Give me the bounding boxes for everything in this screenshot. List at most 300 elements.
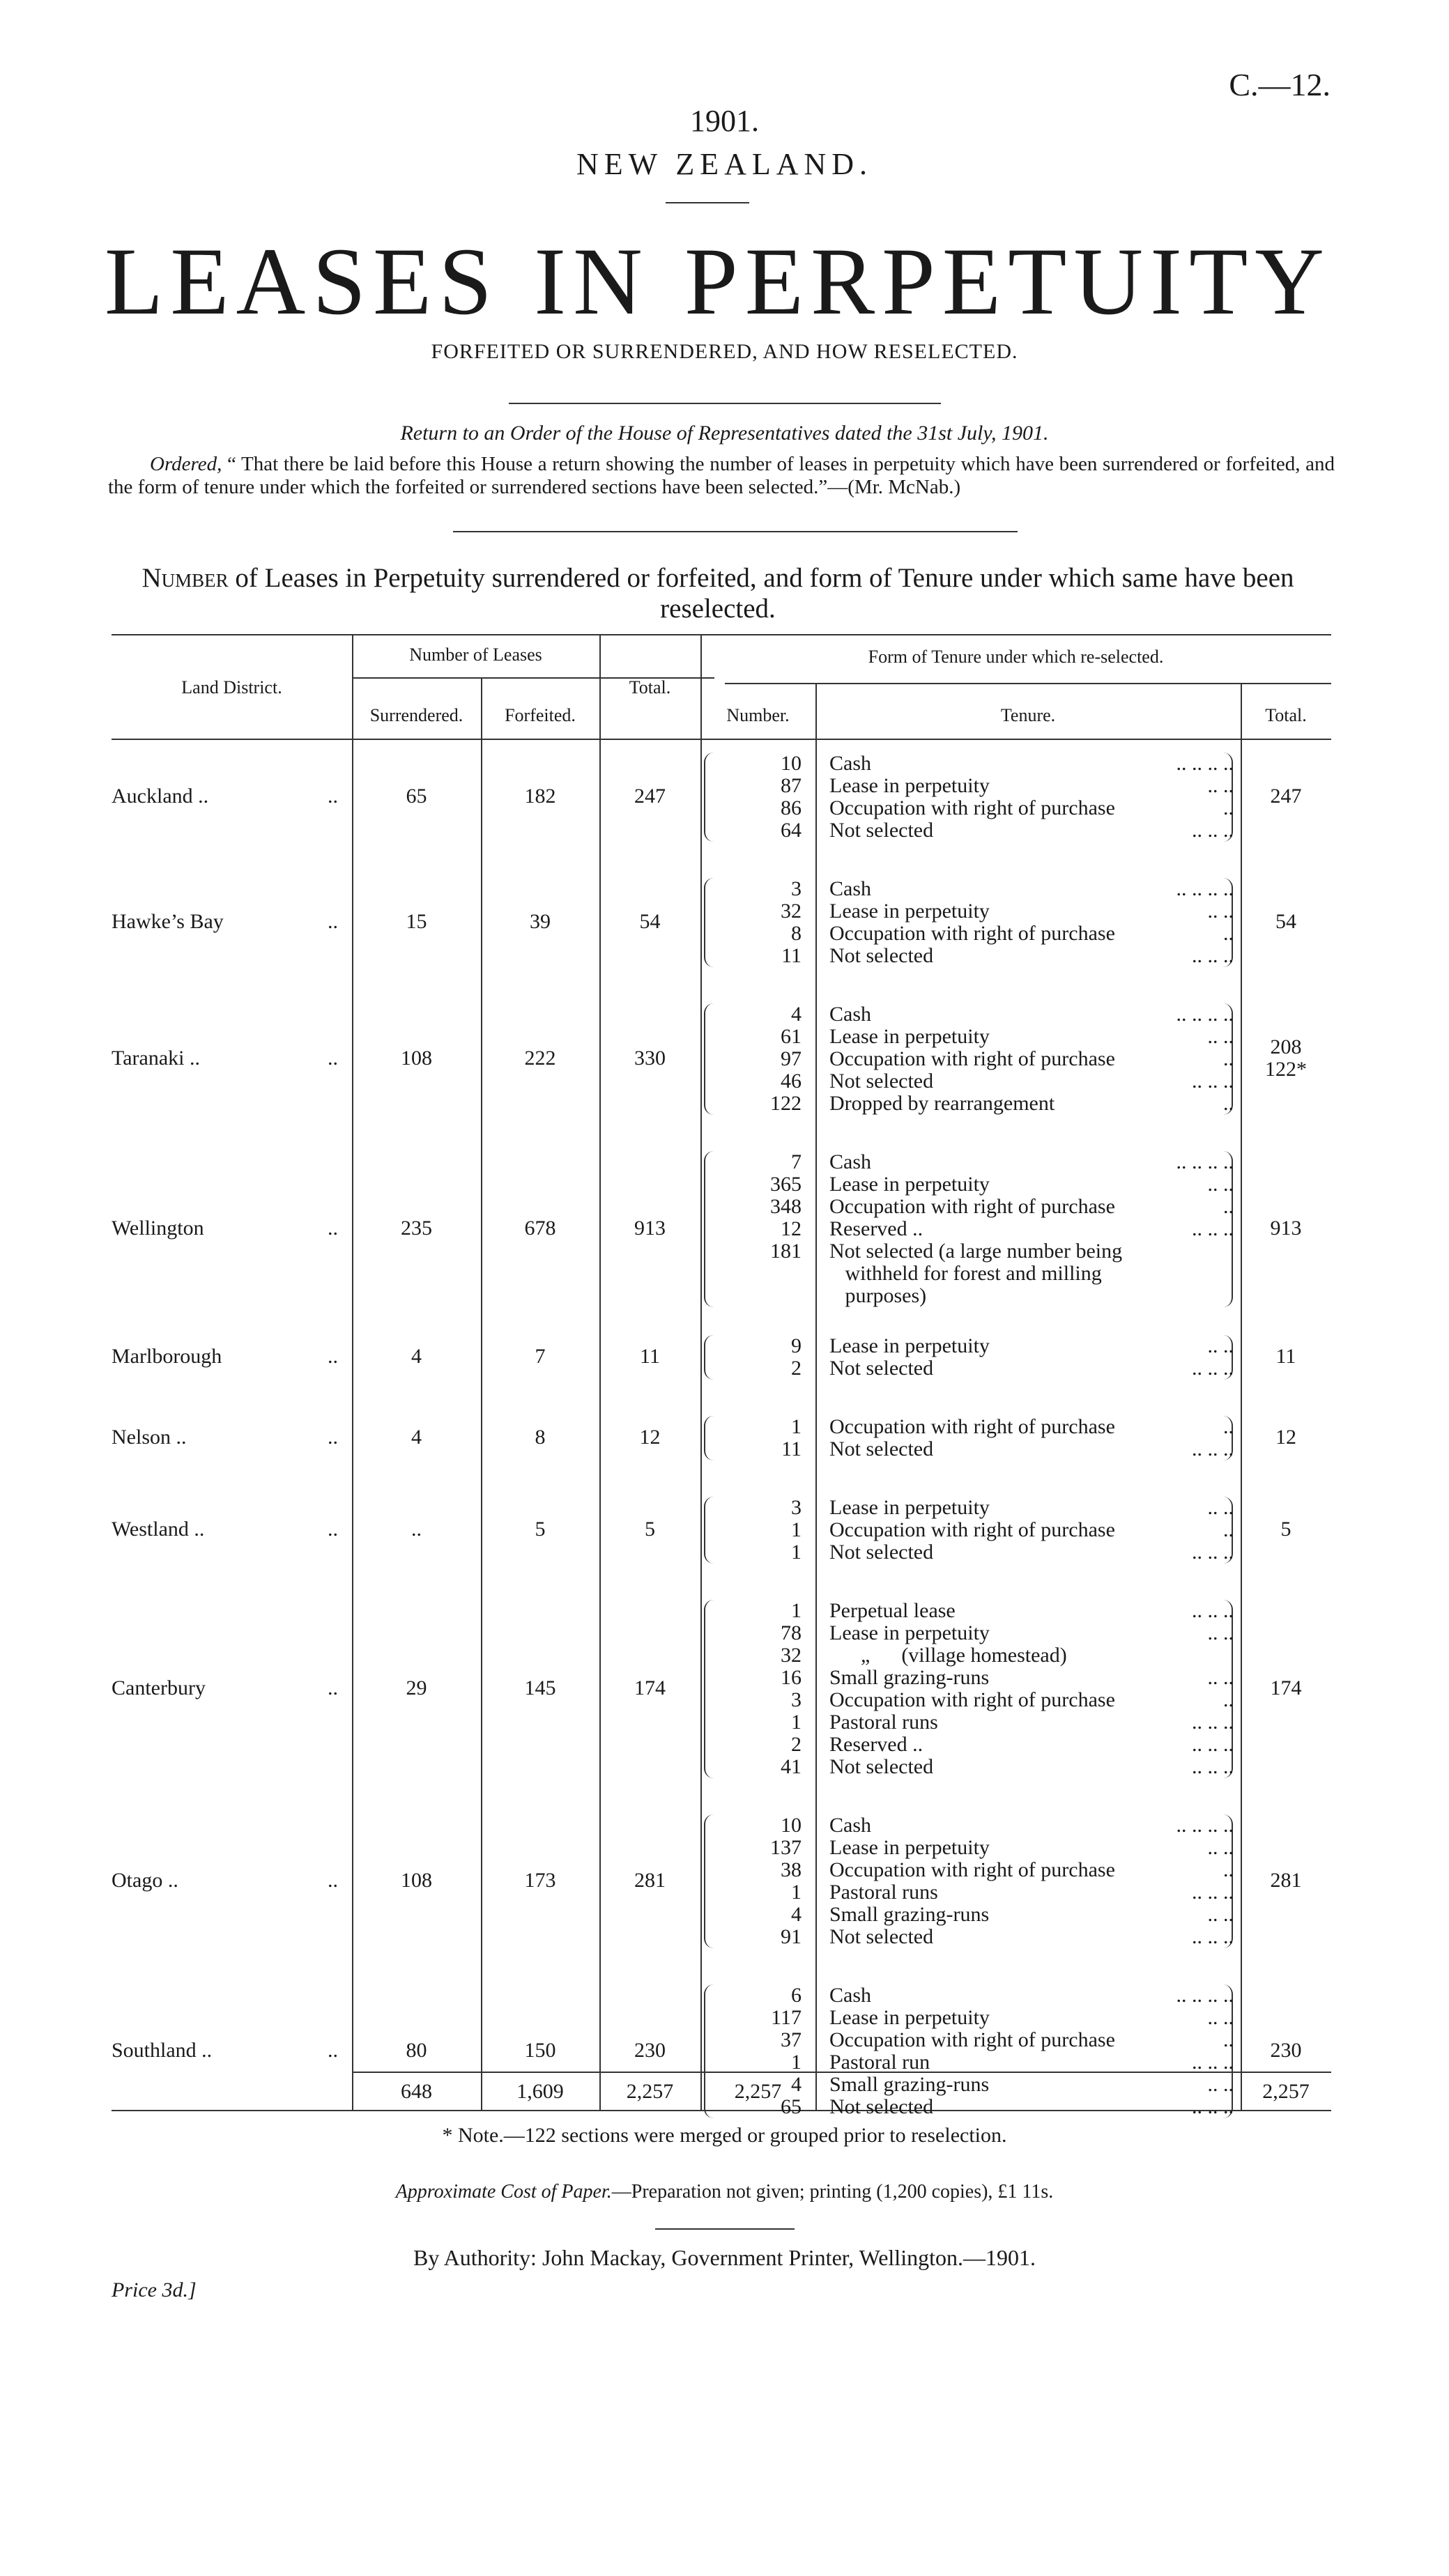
- tenure-row: [829, 1837, 1234, 1859]
- tenure-type: Occupation with right of purchase: [829, 1688, 1115, 1711]
- tenure-list: [829, 1984, 1234, 2118]
- tenure-number: 137: [770, 1836, 802, 1859]
- total-number: 2,257: [734, 2080, 782, 2103]
- tenure-number: 32: [781, 1644, 802, 1667]
- tenure-type: Reserved ..: [829, 1217, 923, 1240]
- tenure-row: [829, 1003, 1234, 1026]
- tenure-type: Not selected: [829, 1357, 934, 1380]
- tenure-type: Lease in perpetuity: [829, 774, 990, 797]
- leader-dots: ..: [328, 1426, 338, 1449]
- tenure-number: 4: [791, 2073, 802, 2096]
- left-brace: [704, 1003, 714, 1115]
- tenure-number: 16: [781, 1666, 802, 1689]
- tenure-row: [829, 1926, 1234, 1948]
- caption-rest: of Leases in Perpetuity surrendered or forfeited, and form of Tenure under which same have been reselected.: [235, 563, 1294, 624]
- tenure-number: 1: [791, 1541, 802, 1564]
- left-brace: [704, 1416, 714, 1460]
- tenure-row: [829, 1667, 1234, 1689]
- forfeited-count: 145: [524, 1676, 556, 1699]
- land-district: Marlborough: [112, 1345, 222, 1368]
- tenure-type: Lease in perpetuity: [829, 1173, 990, 1196]
- divider: [666, 202, 749, 203]
- tenure-row: [829, 1218, 1234, 1240]
- tenure-row: [829, 1541, 1234, 1564]
- leader-dots: ..: [328, 1518, 338, 1541]
- tenure-numbers: [725, 1335, 802, 1380]
- leader-dots: .. .. ..: [1192, 1711, 1234, 1734]
- paper-reference: C.—12.: [1229, 67, 1331, 102]
- leader-dots: .. .. ..: [1192, 1881, 1234, 1904]
- tenure-row: [829, 1711, 1234, 1734]
- tenure-numbers: [725, 753, 802, 842]
- year: 1901.: [690, 104, 759, 138]
- tenure-number: 181: [770, 1240, 802, 1263]
- tenure-row: [829, 2074, 1234, 2096]
- left-brace: [704, 1600, 714, 1778]
- leader-dots: .. .. .. ..: [1176, 877, 1234, 900]
- tenure-row: [829, 2096, 1234, 2118]
- tenure-type: purposes): [829, 1284, 927, 1307]
- land-district: Southland ..: [112, 2039, 213, 2062]
- left-brace: [704, 1814, 714, 1948]
- tenure-row: [829, 1734, 1234, 1756]
- tenure-row: [829, 1519, 1234, 1541]
- surrendered-count: 235: [401, 1217, 432, 1240]
- tenure-type: Not selected: [829, 1437, 934, 1460]
- tenure-row: [829, 1070, 1234, 1093]
- divider: [453, 531, 1018, 532]
- tenure-total: 247: [1270, 785, 1302, 808]
- forfeited-count: 7: [535, 1345, 546, 1368]
- footnote: * Note.—122 sections were merged or grouped prior to reselection.: [442, 2124, 1007, 2147]
- tenure-numbers: [725, 878, 802, 967]
- tenure-total: 913: [1270, 1217, 1302, 1240]
- left-brace: [704, 1497, 714, 1564]
- tenure-type: Pastoral runs: [829, 1711, 938, 1734]
- surrendered-count: ..: [411, 1518, 422, 1541]
- forfeited-count: 222: [524, 1047, 556, 1070]
- leader-dots: .. ..: [1207, 2073, 1234, 2096]
- leader-dots: .. .. .. ..: [1176, 1003, 1234, 1026]
- header-land-district: Land District.: [181, 677, 282, 697]
- tenure-row: [829, 900, 1234, 923]
- leader-dots: .. .. .. ..: [1176, 1814, 1234, 1837]
- tenure-numbers: [725, 1003, 802, 1115]
- tenure-type: Pastoral runs: [829, 1881, 938, 1904]
- tenure-type: Occupation with right of purchase: [829, 1047, 1115, 1070]
- leader-dots: .. .. ..: [1192, 1217, 1234, 1240]
- total-forfeited: 1,609: [516, 2080, 564, 2103]
- forfeited-count: 150: [524, 2039, 556, 2062]
- tenure-total: 208: [1270, 1035, 1302, 1058]
- tenure-total: 122*: [1265, 1058, 1307, 1081]
- forfeited-count: 8: [535, 1426, 546, 1449]
- tenure-type: Not selected: [829, 1070, 934, 1093]
- caption-first-word: Number: [141, 563, 229, 593]
- land-district: Westland ..: [112, 1518, 205, 1541]
- tenure-row: [829, 1756, 1234, 1778]
- land-district: Hawke’s Bay: [112, 910, 224, 933]
- leader-dots: .. .. ..: [1192, 1733, 1234, 1756]
- tenure-list: [829, 1497, 1234, 1564]
- leader-dots: .. .. ..: [1192, 1437, 1234, 1460]
- land-district: Canterbury: [112, 1676, 206, 1699]
- tenure-number: 87: [781, 774, 802, 797]
- leader-dots: ..: [328, 910, 338, 933]
- tenure-type: withheld for forest and milling: [829, 1262, 1102, 1285]
- tenure-number: [725, 1263, 802, 1285]
- tenure-numbers: [725, 1814, 802, 1948]
- header-total: Total.: [629, 677, 671, 697]
- leader-dots: .. ..: [1207, 1025, 1234, 1048]
- tenure-number: 348: [770, 1195, 802, 1218]
- tenure-number: 1: [791, 1881, 802, 1904]
- leader-dots: .. ..: [1207, 900, 1234, 923]
- leader-dots: .. ..: [1207, 1496, 1234, 1519]
- tenure-row: [829, 878, 1234, 900]
- tenure-type: Lease in perpetuity: [829, 1621, 990, 1644]
- tenure-row: [829, 1497, 1234, 1519]
- leader-dots: .. ..: [1207, 1173, 1234, 1196]
- leader-dots: ..: [328, 2039, 338, 2062]
- tenure-row: [829, 1689, 1234, 1711]
- leader-dots: .. ..: [1207, 1334, 1234, 1357]
- leader-dots: .. .. ..: [1192, 819, 1234, 842]
- table-rule: [112, 634, 1331, 635]
- leader-dots: .. .. ..: [1192, 1070, 1234, 1093]
- col-rule: [700, 634, 702, 2110]
- title-word: PERPETUITY: [684, 228, 1331, 334]
- tenure-row: [829, 1814, 1234, 1837]
- tenure-type: Dropped by rearrangement: [829, 1092, 1055, 1115]
- tenure-number: 86: [781, 796, 802, 819]
- tenure-type: Lease in perpetuity: [829, 1496, 990, 1519]
- tenure-list: [829, 1814, 1234, 1948]
- tenure-type: „ (village homestead): [829, 1644, 1067, 1667]
- tenure-row: [829, 2029, 1234, 2051]
- tenure-number: 2: [791, 1357, 802, 1380]
- tenure-row: [829, 1904, 1234, 1926]
- left-brace: [704, 1151, 714, 1307]
- tenure-type: Lease in perpetuity: [829, 900, 990, 923]
- tenure-number: 122: [770, 1092, 802, 1115]
- tenure-row: [829, 1285, 1234, 1307]
- tenure-row: [829, 2007, 1234, 2029]
- tenure-type: Cash: [829, 1150, 871, 1173]
- header-number: Number.: [726, 705, 790, 725]
- tenure-number: 1: [791, 1415, 802, 1438]
- tenure-type: Not selected: [829, 1541, 934, 1564]
- left-brace: [704, 1335, 714, 1380]
- header-tenure: Tenure.: [1000, 705, 1056, 725]
- total-count: 11: [640, 1345, 660, 1368]
- authority-line: By Authority: John Mackay, Government Printer, Wellington.—1901.: [413, 2245, 1036, 2270]
- leader-dots: ..: [328, 1047, 338, 1070]
- surrendered-count: 29: [406, 1676, 427, 1699]
- header-total-2: Total.: [1265, 705, 1307, 725]
- tenure-number: 4: [791, 1003, 802, 1026]
- tenure-number: 8: [791, 922, 802, 945]
- tenure-number: 38: [781, 1858, 802, 1881]
- tenure-row: [829, 1151, 1234, 1173]
- total-count: 247: [634, 785, 666, 808]
- total-count: 5: [645, 1518, 655, 1541]
- tenure-row: [829, 1416, 1234, 1438]
- tenure-type: Occupation with right of purchase: [829, 2028, 1115, 2051]
- tenure-list: [829, 1335, 1234, 1380]
- tenure-type: Not selected (a large number being: [829, 1240, 1123, 1263]
- tenure-total: 54: [1275, 910, 1296, 933]
- tenure-row: [829, 923, 1234, 945]
- land-district: Taranaki ..: [112, 1047, 201, 1070]
- leader-dots: ..: [1223, 2028, 1234, 2051]
- tenure-numbers: [725, 1416, 802, 1460]
- total-count: 174: [634, 1676, 666, 1699]
- tenure-type: Not selected: [829, 1755, 934, 1778]
- tenure-type: Lease in perpetuity: [829, 1334, 990, 1357]
- divider: [509, 403, 941, 404]
- tenure-number: 1: [791, 1711, 802, 1734]
- leader-dots: .. .. ..: [1192, 1357, 1234, 1380]
- tenure-number: 4: [791, 1903, 802, 1926]
- header-form-of-tenure: Form of Tenure under which re-selected.: [868, 647, 1164, 667]
- leader-dots: ..: [328, 1217, 338, 1240]
- leader-dots: ..: [1223, 1092, 1234, 1115]
- tenure-number: 2: [791, 1733, 802, 1756]
- tenure-number: 65: [781, 2095, 802, 2118]
- leader-dots: ..: [1223, 922, 1234, 945]
- header-surrendered: Surrendered.: [369, 705, 463, 725]
- ordered-label: Ordered,: [150, 453, 222, 475]
- total-surrendered: 648: [401, 2080, 432, 2103]
- leader-dots: .. ..: [1207, 1666, 1234, 1689]
- tenure-type: Perpetual lease: [829, 1599, 956, 1622]
- tenure-row: [829, 797, 1234, 819]
- surrendered-count: 80: [406, 2039, 427, 2062]
- land-district: Otago ..: [112, 1869, 178, 1892]
- forfeited-count: 182: [524, 785, 556, 808]
- tenure-number: 91: [781, 1925, 802, 1948]
- tenure-list: [829, 753, 1234, 842]
- left-brace: [704, 753, 714, 842]
- leader-dots: .. ..: [1207, 1621, 1234, 1644]
- leader-dots: ..: [1223, 1518, 1234, 1541]
- leader-dots: ..: [1223, 1047, 1234, 1070]
- tenure-number: 97: [781, 1047, 802, 1070]
- land-district: Wellington: [112, 1217, 204, 1240]
- leader-dots: ..: [328, 785, 338, 808]
- col-rule: [815, 683, 817, 2110]
- cost-text: —Preparation not given; printing (1,200 copies), £1 11s.: [611, 2181, 1054, 2203]
- tenure-row: [829, 1263, 1234, 1285]
- leader-dots: ..: [1223, 1195, 1234, 1218]
- price: Price 3d.]: [112, 2278, 197, 2301]
- leader-dots: .. .. ..: [1192, 2095, 1234, 2118]
- tenure-row: [829, 753, 1234, 775]
- leader-dots: ..: [328, 1676, 338, 1699]
- subtitle: FORFEITED OR SURRENDERED, AND HOW RESELECTED.: [431, 340, 1018, 363]
- total-count: 281: [634, 1869, 666, 1892]
- tenure-number: 11: [781, 944, 802, 967]
- table-rule: [112, 739, 1331, 740]
- tenure-total: 12: [1275, 1426, 1296, 1449]
- tenure-number: 32: [781, 900, 802, 923]
- surrendered-count: 4: [411, 1345, 422, 1368]
- tenure-numbers: [725, 1151, 802, 1307]
- tenure-type: Not selected: [829, 1925, 934, 1948]
- tenure-row: [829, 1644, 1234, 1667]
- tenure-row: [829, 1048, 1234, 1070]
- land-district: Auckland ..: [112, 785, 209, 808]
- forfeited-count: 39: [530, 910, 551, 933]
- leader-dots: .. .. ..: [1192, 1755, 1234, 1778]
- cost-line: [0, 2181, 1449, 2203]
- tenure-row: [829, 819, 1234, 842]
- leader-dots: ..: [1223, 1688, 1234, 1711]
- tenure-row: [829, 1093, 1234, 1115]
- tenure-number: 1: [791, 1599, 802, 1622]
- tenure-number: 6: [791, 1984, 802, 2007]
- forfeited-count: 678: [524, 1217, 556, 1240]
- col-rule: [481, 677, 482, 2110]
- tenure-total: 11: [1275, 1345, 1296, 1368]
- left-brace: [704, 878, 714, 967]
- tenure-row: [829, 1881, 1234, 1904]
- tenure-type: Small grazing-runs: [829, 1903, 990, 1926]
- tenure-number: 37: [781, 2028, 802, 2051]
- tenure-type: Cash: [829, 1003, 871, 1026]
- tenure-number: 3: [791, 1496, 802, 1519]
- leader-dots: .. .. ..: [1192, 1925, 1234, 1948]
- tenure-number: 41: [781, 1755, 802, 1778]
- order-text: [108, 453, 1335, 499]
- page-title: [105, 228, 1331, 334]
- divider: [655, 2228, 795, 2230]
- leader-dots: .. ..: [1207, 2006, 1234, 2029]
- tenure-type: Not selected: [829, 2095, 934, 2118]
- leader-dots: .. .. .. ..: [1176, 1984, 1234, 2007]
- leader-dots: .. .. ..: [1192, 1599, 1234, 1622]
- tenure-type: Small grazing-runs: [829, 2073, 990, 2096]
- tenure-list: [829, 1003, 1234, 1115]
- tenure-row: [829, 1600, 1234, 1622]
- country: NEW ZEALAND.: [576, 147, 873, 181]
- tenure-number: 9: [791, 1334, 802, 1357]
- surrendered-count: 108: [401, 1047, 432, 1070]
- title-word: LEASES: [105, 228, 500, 334]
- surrendered-count: 108: [401, 1869, 432, 1892]
- tenure-number: 12: [781, 1217, 802, 1240]
- tenure-total: 5: [1280, 1518, 1291, 1541]
- tenure-total: 230: [1270, 2039, 1302, 2062]
- total-total-2: 2,257: [1262, 2080, 1310, 2103]
- total-total: 2,257: [626, 2080, 674, 2103]
- leader-dots: .. .. ..: [1192, 2051, 1234, 2074]
- tenure-row: [829, 1240, 1234, 1263]
- ordered-body: “ That there be laid before this House a return showing the number of leases in perpetuity which have been surrendered or forfeited, and the form of tenure under which the forfeited or surrendered sections have been selected.”—(Mr. McNab.): [108, 453, 1335, 498]
- leader-dots: .. ..: [1207, 774, 1234, 797]
- tenure-numbers: [725, 1600, 802, 1778]
- tenure-number: 365: [770, 1173, 802, 1196]
- tenure-number: 11: [781, 1437, 802, 1460]
- leader-dots: .. .. ..: [1192, 1541, 1234, 1564]
- leases-table: [112, 634, 1331, 2118]
- tenure-number: 78: [781, 1621, 802, 1644]
- leader-dots: ..: [328, 1345, 338, 1368]
- tenure-type: Occupation with right of purchase: [829, 1518, 1115, 1541]
- tenure-number: 64: [781, 819, 802, 842]
- forfeited-count: 5: [535, 1518, 546, 1541]
- tenure-type: Occupation with right of purchase: [829, 922, 1115, 945]
- leader-dots: .. .. ..: [1192, 944, 1234, 967]
- forfeited-count: 173: [524, 1869, 556, 1892]
- tenure-type: Cash: [829, 1984, 871, 2007]
- total-count: 12: [639, 1426, 661, 1449]
- tenure-type: Reserved ..: [829, 1733, 923, 1756]
- tenure-list: [829, 1151, 1234, 1307]
- tenure-type: Small grazing-runs: [829, 1666, 990, 1689]
- tenure-row: [829, 1026, 1234, 1048]
- cost-label: Approximate Cost of Paper.: [395, 2181, 612, 2203]
- table-caption: [105, 563, 1331, 624]
- tenure-list: [829, 1416, 1234, 1460]
- total-count: 230: [634, 2039, 666, 2062]
- tenure-row: [829, 2051, 1234, 2074]
- tenure-number: 117: [771, 2006, 802, 2029]
- tenure-row: [829, 1173, 1234, 1196]
- tenure-row: [829, 1859, 1234, 1881]
- total-count: 54: [639, 910, 661, 933]
- total-count: 913: [634, 1217, 666, 1240]
- tenure-row: [829, 1196, 1234, 1218]
- leader-dots: ..: [328, 1869, 338, 1892]
- tenure-type: Occupation with right of purchase: [829, 1415, 1115, 1438]
- tenure-numbers: [725, 1497, 802, 1564]
- leader-dots: ..: [1223, 796, 1234, 819]
- header-number-of-leases: Number of Leases: [409, 645, 542, 665]
- leader-dots: .. ..: [1207, 1903, 1234, 1926]
- tenure-type: Lease in perpetuity: [829, 1836, 990, 1859]
- leader-dots: .. .. .. ..: [1176, 752, 1234, 775]
- tenure-number: 46: [781, 1070, 802, 1093]
- tenure-number: 61: [781, 1025, 802, 1048]
- surrendered-count: 15: [406, 910, 427, 933]
- tenure-type: Occupation with right of purchase: [829, 1195, 1115, 1218]
- land-district: Nelson ..: [112, 1426, 187, 1449]
- tenure-number: 1: [791, 2051, 802, 2074]
- leader-dots: .. .. .. ..: [1176, 1150, 1234, 1173]
- tenure-number: 7: [791, 1150, 802, 1173]
- tenure-type: Lease in perpetuity: [829, 2006, 990, 2029]
- tenure-type: Occupation with right of purchase: [829, 1858, 1115, 1881]
- tenure-list: [829, 878, 1234, 967]
- tenure-row: [829, 1357, 1234, 1380]
- tenure-type: Lease in perpetuity: [829, 1025, 990, 1048]
- tenure-list: [829, 1600, 1234, 1778]
- leader-dots: .. ..: [1207, 1836, 1234, 1859]
- tenure-number: [725, 1285, 802, 1307]
- tenure-type: Pastoral run: [829, 2051, 930, 2074]
- tenure-row: [829, 1438, 1234, 1460]
- tenure-row: [829, 775, 1234, 797]
- tenure-row: [829, 1622, 1234, 1644]
- tenure-type: Cash: [829, 752, 871, 775]
- header-forfeited: Forfeited.: [505, 705, 576, 725]
- tenure-number: 10: [781, 1814, 802, 1837]
- leader-dots: ..: [1223, 1858, 1234, 1881]
- tenure-type: Not selected: [829, 944, 934, 967]
- tenure-row: [829, 945, 1234, 967]
